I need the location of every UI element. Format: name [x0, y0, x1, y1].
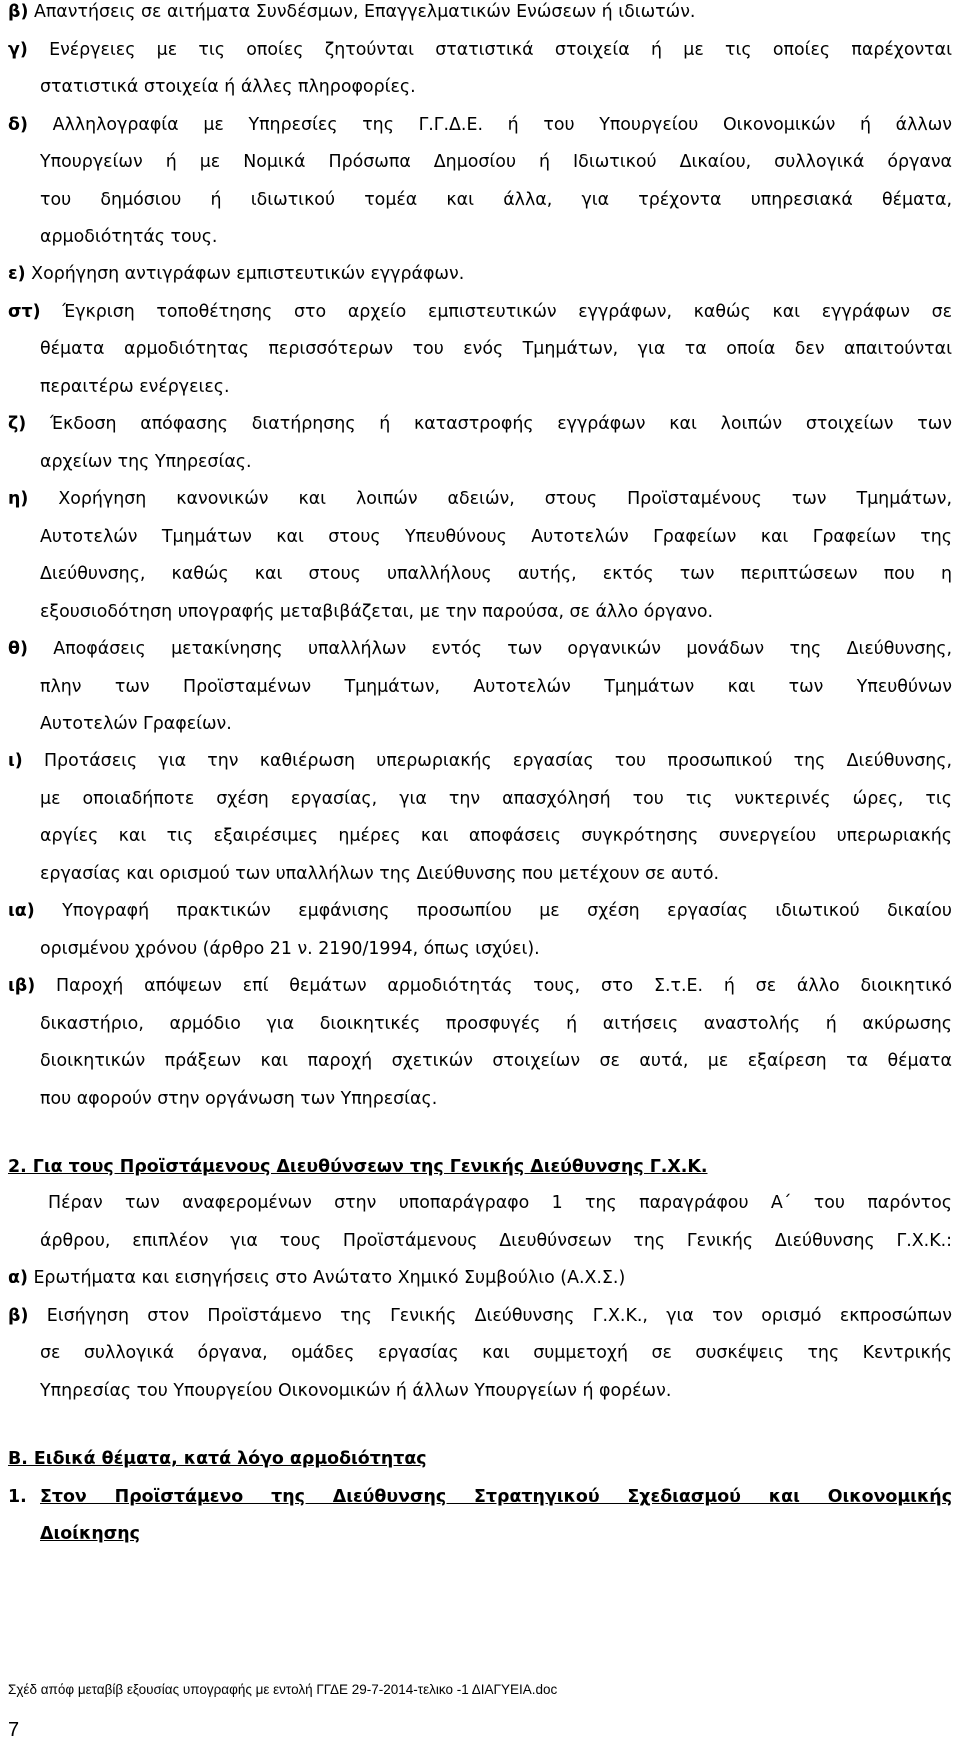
- item-label: ια): [8, 901, 35, 921]
- section-b-sub-number: 1.: [8, 1487, 27, 1507]
- item-st-line-2: θέματα αρμοδιότητας περισσότερων του ενός Τμημάτων, για τα οποία δεν απαιτούνται: [40, 339, 952, 359]
- page-number: 7: [8, 1719, 20, 1741]
- item-h-line-2: Αυτοτελών Τμημάτων και στους Υπευθύνους Αυτοτελών Γραφείων και Γραφείων της: [40, 527, 952, 547]
- item-i-line-3: αργίες και τις εξαιρέσιμες ημέρες και αποφάσεις συγκρότησης συνεργείου υπερωριακής: [40, 826, 952, 846]
- item-i-line-1: [8, 749, 952, 773]
- item-i-line-2: με οποιαδήποτε σχέση εργασίας, για την απασχόλησή του τις νυκτερινές ώρες, τις: [40, 789, 952, 809]
- item-text: Απαντήσεις σε αιτήματα Συνδέσμων, Επαγγελματικών Ενώσεων ή ιδιωτών.: [33, 2, 696, 22]
- item-text: Υπογραφή πρακτικών εμφάνισης προσωπίου με σχέση εργασίας ιδιωτικού δικαίου: [62, 901, 952, 921]
- section-2-item-b-line-3: Υπηρεσίας του Υπουργείου Οικονομικών ή άλλων Υπουργείων ή φορέων.: [40, 1381, 672, 1401]
- item-ib-line-1: [8, 974, 952, 998]
- item-label: β): [8, 1306, 29, 1326]
- item-st-line-3: περαιτέρω ενέργειες.: [40, 377, 230, 397]
- item-st-line-1: [8, 300, 952, 324]
- item-text: Έκδοση απόφασης διατήρησης ή καταστροφής εγγράφων και λοιπών στοιχείων των: [49, 414, 952, 434]
- item-label: γ): [8, 40, 28, 60]
- item-label: ε): [8, 264, 26, 284]
- item-th-line-2: πλην των Προϊσταμένων Τμημάτων, Αυτοτελών Τμημάτων και των Υπευθύνων: [40, 677, 952, 697]
- item-ib-line-3: διοικητικών πράξεων και παροχή σχετικών στοιχείων σε αυτά, με εξαίρεση τα θέματα: [40, 1051, 952, 1071]
- item-b-line-1: [8, 0, 695, 24]
- item-th-line-3: Αυτοτελών Γραφείων.: [40, 714, 232, 734]
- section-2-item-b-line-2: σε συλλογικά όργανα, ομάδες εργασίας και συμμετοχή σε συσκέψεις της Κεντρικής: [40, 1343, 952, 1363]
- item-d-line-1: [8, 113, 952, 137]
- item-text: Ενέργειες με τις οποίες ζητούνται στατιστικά στοιχεία ή με τις οποίες παρέχονται: [49, 40, 952, 60]
- item-d-line-3: του δημόσιου ή ιδιωτικού τομέα και άλλα, για τρέχοντα υπηρεσιακά θέματα,: [40, 190, 952, 210]
- item-text: Έγκριση τοποθέτησης στο αρχείο εμπιστευτικών εγγράφων, καθώς και εγγράφων σε: [62, 302, 952, 322]
- item-label: ιβ): [8, 976, 36, 996]
- item-ia-line-1: [8, 899, 952, 923]
- item-d-line-2: Υπουργείων ή με Νομικά Πρόσωπα Δημοσίου ή Ιδιωτικού Δικαίου, συλλογικά όργανα: [40, 152, 952, 172]
- item-e-line-1: [8, 262, 464, 286]
- item-text: Χορήγηση κανονικών και λοιπών αδειών, στους Προϊσταμένους των Τμημάτων,: [58, 489, 952, 509]
- item-h-line-3: Διεύθυνσης, καθώς και στους υπαλλήλους αυτής, εκτός των περιπτώσεων που η: [40, 564, 952, 584]
- item-text: Εισήγηση στον Προϊστάμενο της Γενικής Διεύθυνσης Γ.Χ.Κ., για τον ορισμό εκπροσώπων: [46, 1306, 952, 1326]
- item-label: η): [8, 489, 29, 509]
- section-2-item-b-line-1: [8, 1304, 952, 1328]
- item-text: Χορήγηση αντιγράφων εμπιστευτικών εγγράφων.: [31, 264, 465, 284]
- item-g-line-1: [8, 38, 952, 62]
- item-text: Αλληλογραφία με Υπηρεσίες της Γ.Γ.Δ.Ε. ή του Υπουργείου Οικονομικών ή άλλων: [52, 115, 952, 135]
- item-text: Προτάσεις για την καθιέρωση υπερωριακής εργασίας του προσωπικού της Διεύθυνσης,: [43, 751, 953, 771]
- document-footer: Σχέδ απόφ μεταβίβ εξουσίας υπογραφής με εντολή ΓΓΔΕ 29-7-2014-τελικο -1 ΔΙΑΓΥΕΙΑ.doc: [8, 1682, 558, 1697]
- item-label: δ): [8, 115, 28, 135]
- item-d-line-4: αρμοδιότητάς τους.: [40, 227, 218, 247]
- section-b-heading: Β. Ειδικά θέματα, κατά λόγο αρμοδιότητας: [8, 1449, 427, 1469]
- item-h-line-4: εξουσιοδότηση υπογραφής μεταβιβάζεται, με την παρούσα, σε άλλο όργανο.: [40, 602, 713, 622]
- item-label: στ): [8, 302, 41, 322]
- section-2-item-a: [8, 1266, 625, 1290]
- section-2-heading: 2. Για τους Προϊστάμενους Διευθύνσεων της Γενικής Διεύθυνσης Γ.Χ.Κ.: [8, 1157, 708, 1177]
- item-text: Αποφάσεις μετακίνησης υπαλλήλων εντός των οργανικών μονάδων της Διεύθυνσης,: [53, 639, 953, 659]
- item-h-line-1: [8, 487, 952, 511]
- section-b-sub-title-line-1: Στον Προϊστάμενο της Διεύθυνσης Στρατηγικού Σχεδιασμού και Οικονομικής: [40, 1487, 952, 1507]
- section-2-intro-line-1: Πέραν των αναφερομένων στην υποπαράγραφο 1 της παραγράφου Α΄ του παρόντος: [48, 1193, 952, 1213]
- item-ib-line-2: δικαστήριο, αρμόδιο για διοικητικές προσφυγές ή αιτήσεις αναστολής ή ακύρωσης: [40, 1014, 952, 1034]
- item-label: ζ): [8, 414, 27, 434]
- item-label: α): [8, 1268, 28, 1288]
- item-z-line-2: αρχείων της Υπηρεσίας.: [40, 452, 252, 472]
- item-ib-line-4: που αφορούν στην οργάνωση των Υπηρεσίας.: [40, 1089, 438, 1109]
- item-z-line-1: [8, 412, 952, 436]
- item-ia-line-2: ορισμένου χρόνου (άρθρο 21 ν. 2190/1994, όπως ισχύει).: [40, 939, 540, 959]
- section-b-sub-title-line-2: Διοίκησης: [40, 1524, 140, 1544]
- item-label: β): [8, 2, 29, 22]
- item-i-line-4: εργασίας και ορισμού των υπαλλήλων της Διεύθυνσης που μετέχουν σε αυτό.: [40, 864, 720, 884]
- item-text: Ερωτήματα και εισηγήσεις στο Ανώτατο Χημικό Συμβούλιο (Α.Χ.Σ.): [33, 1268, 626, 1288]
- item-g-line-2: στατιστικά στοιχεία ή άλλες πληροφορίες.: [40, 77, 416, 97]
- item-label: ι): [8, 751, 23, 771]
- item-text: Παροχή απόψεων επί θεμάτων αρμοδιότητάς τους, στο Σ.τ.Ε. ή σε άλλο διοικητικό: [56, 976, 953, 996]
- item-label: θ): [8, 639, 28, 659]
- item-th-line-1: [8, 637, 952, 661]
- section-2-intro-line-2: άρθρου, επιπλέον για τους Προϊστάμενους Διευθύνσεων της Γενικής Διεύθυνσης Γ.Χ.Κ.:: [40, 1231, 952, 1251]
